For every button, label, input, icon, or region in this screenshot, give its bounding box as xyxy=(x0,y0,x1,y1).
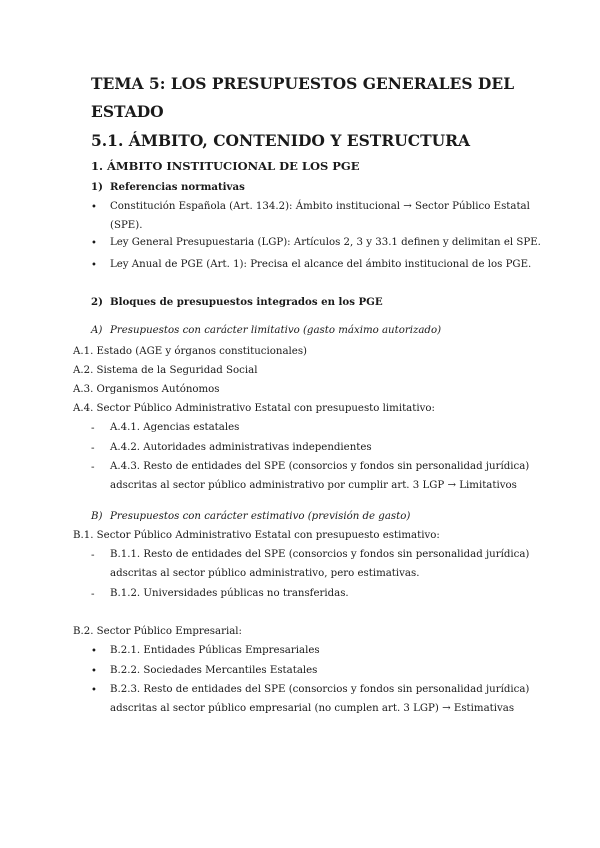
block-b-title: Presupuestos con carácter estimativo (previsión de gasto) xyxy=(110,511,411,522)
block-b-subitem: B.1.2. Universidades públicas no transferidas. xyxy=(110,588,349,599)
part1-heading: Referencias normativas xyxy=(110,181,245,193)
block-b-subitem-continuation: adscritas al sector público empresarial (no cumplen art. 3 LGP) → Estimativas xyxy=(110,703,515,714)
block-a-subitem: A.4.2. Autoridades administrativas independientes xyxy=(110,442,372,453)
block-a-subitem: A.4.1. Agencias estatales xyxy=(110,422,240,433)
block-b-subitem-continuation: adscritas al sector público administrativo, pero estimativas. xyxy=(110,568,420,579)
block-a-item: A.1. Estado (AGE y órganos constitucionales) xyxy=(73,346,308,357)
document-title-line-1: TEMA 5: LOS PRESUPUESTOS GENERALES DEL xyxy=(91,74,515,93)
block-b-item: B.1. Sector Público Administrativo Estatal con presupuesto estimativo: xyxy=(73,530,440,541)
block-a-item: A.2. Sistema de la Seguridad Social xyxy=(73,365,258,376)
part2-number: 2) xyxy=(91,296,103,308)
block-a-subitem: A.4.3. Resto de entidades del SPE (consorcios y fondos sin personalidad jurídica) xyxy=(110,461,530,472)
section-heading: 5.1. ÁMBITO, CONTENIDO Y ESTRUCTURA xyxy=(91,131,471,150)
block-a-item: A.4. Sector Público Administrativo Estatal con presupuesto limitativo: xyxy=(73,403,435,414)
list-item: Constitución Española (Art. 134.2): Ámbito institucional → Sector Público Estatal xyxy=(110,201,530,212)
block-a-item: A.3. Organismos Autónomos xyxy=(73,384,220,395)
block-b-subitem: B.1.1. Resto de entidades del SPE (consorcios y fondos sin personalidad jurídica) xyxy=(110,549,530,560)
list-item: Ley General Presupuestaria (LGP): Artículos 2, 3 y 33.1 definen y delimitan el SPE. xyxy=(110,237,541,248)
block-b-letter: B) xyxy=(91,511,103,522)
dash-icon: - xyxy=(91,588,95,600)
block-b-subitem: B.2.2. Sociedades Mercantiles Estatales xyxy=(110,665,318,676)
bullet-icon: • xyxy=(91,685,97,696)
bullet-icon: • xyxy=(91,646,97,657)
list-item: Ley Anual de PGE (Art. 1): Precisa el alcance del ámbito institucional de los PGE. xyxy=(110,259,532,270)
block-b-item: B.2. Sector Público Empresarial: xyxy=(73,626,242,637)
part2-heading: Bloques de presupuestos integrados en los PGE xyxy=(110,296,383,308)
part1-number: 1) xyxy=(91,181,103,193)
dash-icon: - xyxy=(91,442,95,454)
subsection-heading: 1. ÁMBITO INSTITUCIONAL DE LOS PGE xyxy=(91,159,360,173)
block-a-letter: A) xyxy=(91,325,103,336)
bullet-icon: • xyxy=(91,238,97,249)
dash-icon: - xyxy=(91,422,95,434)
block-a-title: Presupuestos con carácter limitativo (gasto máximo autorizado) xyxy=(110,325,442,336)
bullet-icon: • xyxy=(91,260,97,271)
block-b-subitem: B.2.3. Resto de entidades del SPE (consorcios y fondos sin personalidad jurídica) xyxy=(110,684,530,695)
bullet-icon: • xyxy=(91,202,97,213)
list-item-continuation: (SPE). xyxy=(110,220,143,231)
block-a-subitem-continuation: adscritas al sector público administrativo por cumplir art. 3 LGP → Limitativos xyxy=(110,480,517,491)
block-b-subitem: B.2.1. Entidades Públicas Empresariales xyxy=(110,645,320,656)
dash-icon: - xyxy=(91,461,95,473)
bullet-icon: • xyxy=(91,666,97,677)
document-title-line-2: ESTADO xyxy=(91,102,164,121)
dash-icon: - xyxy=(91,549,95,561)
